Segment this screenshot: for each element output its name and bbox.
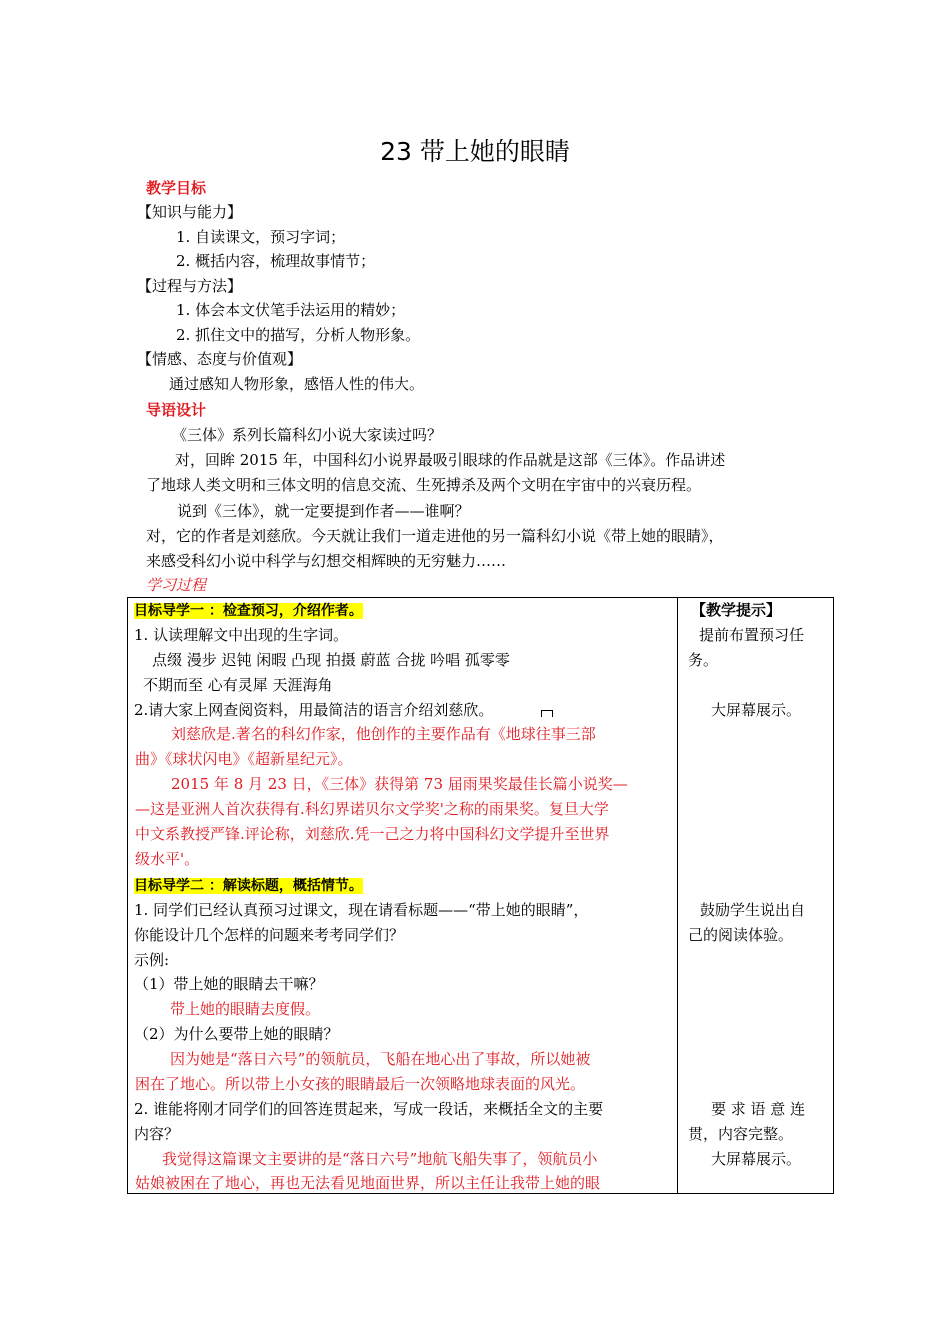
intro-line-6: 来感受科幻小说中科学与幻想交相辉映的无穷魅力…… xyxy=(146,552,507,570)
section2-q1-line-2: 你能设计几个怎样的问题来考考同学们？ xyxy=(134,926,405,944)
section2-q2-line-2: 内容？ xyxy=(134,1125,180,1143)
section1-answer-5: 中文系教授严锋.评论称，刘慈欣.凭一己之力将中国科幻文学提升至世界 xyxy=(135,825,610,843)
tip-4-line-2: 贯，内容完整。 xyxy=(688,1125,794,1143)
tip-4-line-1: 要 求 语 意 连 xyxy=(711,1100,806,1118)
knowledge-item-1: 1. 自读课文，预习字词； xyxy=(176,228,346,246)
intro-line-2: 对，回眸 2015 年，中国科幻小说界最吸引眼球的作品就是这部《三体》。作品讲述 xyxy=(175,451,726,469)
intro-heading: 导语设计 xyxy=(146,401,207,419)
tip-5: 大屏幕展示。 xyxy=(711,1150,802,1168)
page-title: 23 带上她的眼睛 xyxy=(380,137,570,166)
section1-q2: 2.请大家上网查阅资料，用最简洁的语言介绍刘慈欣。 xyxy=(134,701,494,719)
section2-ex2-answer-1: 因为她是“落日六号”的领航员，飞船在地心出了事故，所以她被 xyxy=(170,1050,591,1068)
section1-answer-1: 刘慈欣是.著名的科幻作家，他创作的主要作品有《地球往事三部 xyxy=(171,725,596,743)
intro-line-4: 说到《三体》，就一定要提到作者——谁啊？ xyxy=(177,502,470,520)
section1-answer-4: —这是亚洲人首次获得有.科幻界诺贝尔文学奖'之称的雨果奖。复旦大学 xyxy=(135,800,609,818)
section1-answer-2: 曲》《球状闪电》《超新星纪元》。 xyxy=(135,750,353,768)
process-heading: 【过程与方法】 xyxy=(137,277,243,295)
knowledge-heading: 【知识与能力】 xyxy=(137,203,243,221)
section2-q1-line-1: 1. 同学们已经认真预习过课文，现在请看标题——“带上她的眼睛”， xyxy=(134,901,589,919)
tip-2: 大屏幕展示。 xyxy=(711,701,802,719)
emotion-heading: 【情感、态度与价值观】 xyxy=(137,350,303,368)
emotion-text: 通过感知人物形象，感悟人性的伟大。 xyxy=(169,375,425,393)
intro-line-5: 对，它的作者是刘慈欣。今天就让我们一道走进他的另一篇科幻小说《带上她的眼睛》， xyxy=(146,527,724,545)
section2-q2-line-1: 2. 谁能将刚才同学们的回答连贯起来，写成一段话，来概括全文的主要 xyxy=(134,1100,604,1118)
process-section-heading: 学习过程 xyxy=(146,576,207,594)
tips-heading: 【教学提示】 xyxy=(691,601,782,619)
section2-example-label: 示例: xyxy=(134,951,170,969)
section2-q2-answer-1: 我觉得这篇课文主要讲的是“落日六号”地航飞船失事了，领航员小 xyxy=(162,1150,598,1168)
section2-heading: 目标导学二 ：解读标题，概括情节。 xyxy=(134,878,363,894)
objectives-heading: 教学目标 xyxy=(146,179,207,197)
tip-1-line-2: 务。 xyxy=(688,651,719,669)
section2-ex2-answer-2: 困在了地心。所以带上小女孩的眼睛最后一次领略地球表面的风光。 xyxy=(135,1075,586,1093)
tip-3-line-1: 鼓励学生说出自 xyxy=(700,901,806,919)
table-divider xyxy=(677,597,678,1194)
process-item-2: 2. 抓住文中的描写，分析人物形象。 xyxy=(176,326,421,344)
tip-1-line-1: 提前布置预习任 xyxy=(699,626,805,644)
section1-words-2: 不期而至 心有灵犀 天涯海角 xyxy=(143,676,333,694)
intro-line-1: 《三体》系列长篇科幻小说大家读过吗？ xyxy=(172,426,443,444)
text-cursor-mark xyxy=(541,710,553,717)
section1-answer-6: 级水平'。 xyxy=(135,850,200,868)
intro-line-3: 了地球人类文明和三体文明的信息交流、生死搏杀及两个文明在宇宙中的兴衰历程。 xyxy=(146,476,702,494)
section1-answer-3: 2015 年 8 月 23 日，《三体》获得第 73 届雨果奖最佳长篇小说奖— xyxy=(171,775,628,793)
section1-q1: 1. 认读理解文中出现的生字词。 xyxy=(134,626,349,644)
section1-heading: 目标导学一 ：检查预习，介绍作者。 xyxy=(134,603,363,619)
section2-q2-answer-2: 姑娘被困在了地心，再也无法看见地面世界，所以主任让我带上她的眼 xyxy=(135,1174,601,1192)
section2-ex2-question: （2）为什么要带上她的眼睛？ xyxy=(134,1025,339,1043)
tip-3-line-2: 己的阅读体验。 xyxy=(688,926,794,944)
section2-ex1-answer: 带上她的眼睛去度假。 xyxy=(170,1000,321,1018)
section2-ex1-question: （1）带上她的眼睛去干嘛？ xyxy=(134,975,324,993)
process-item-1: 1. 体会本文伏笔手法运用的精妙； xyxy=(176,301,406,319)
section1-words-1: 点缀 漫步 迟钝 闲暇 凸现 拍摄 蔚蓝 合拢 吟唱 孤零零 xyxy=(152,651,510,669)
knowledge-item-2: 2. 概括内容，梳理故事情节； xyxy=(176,252,376,270)
